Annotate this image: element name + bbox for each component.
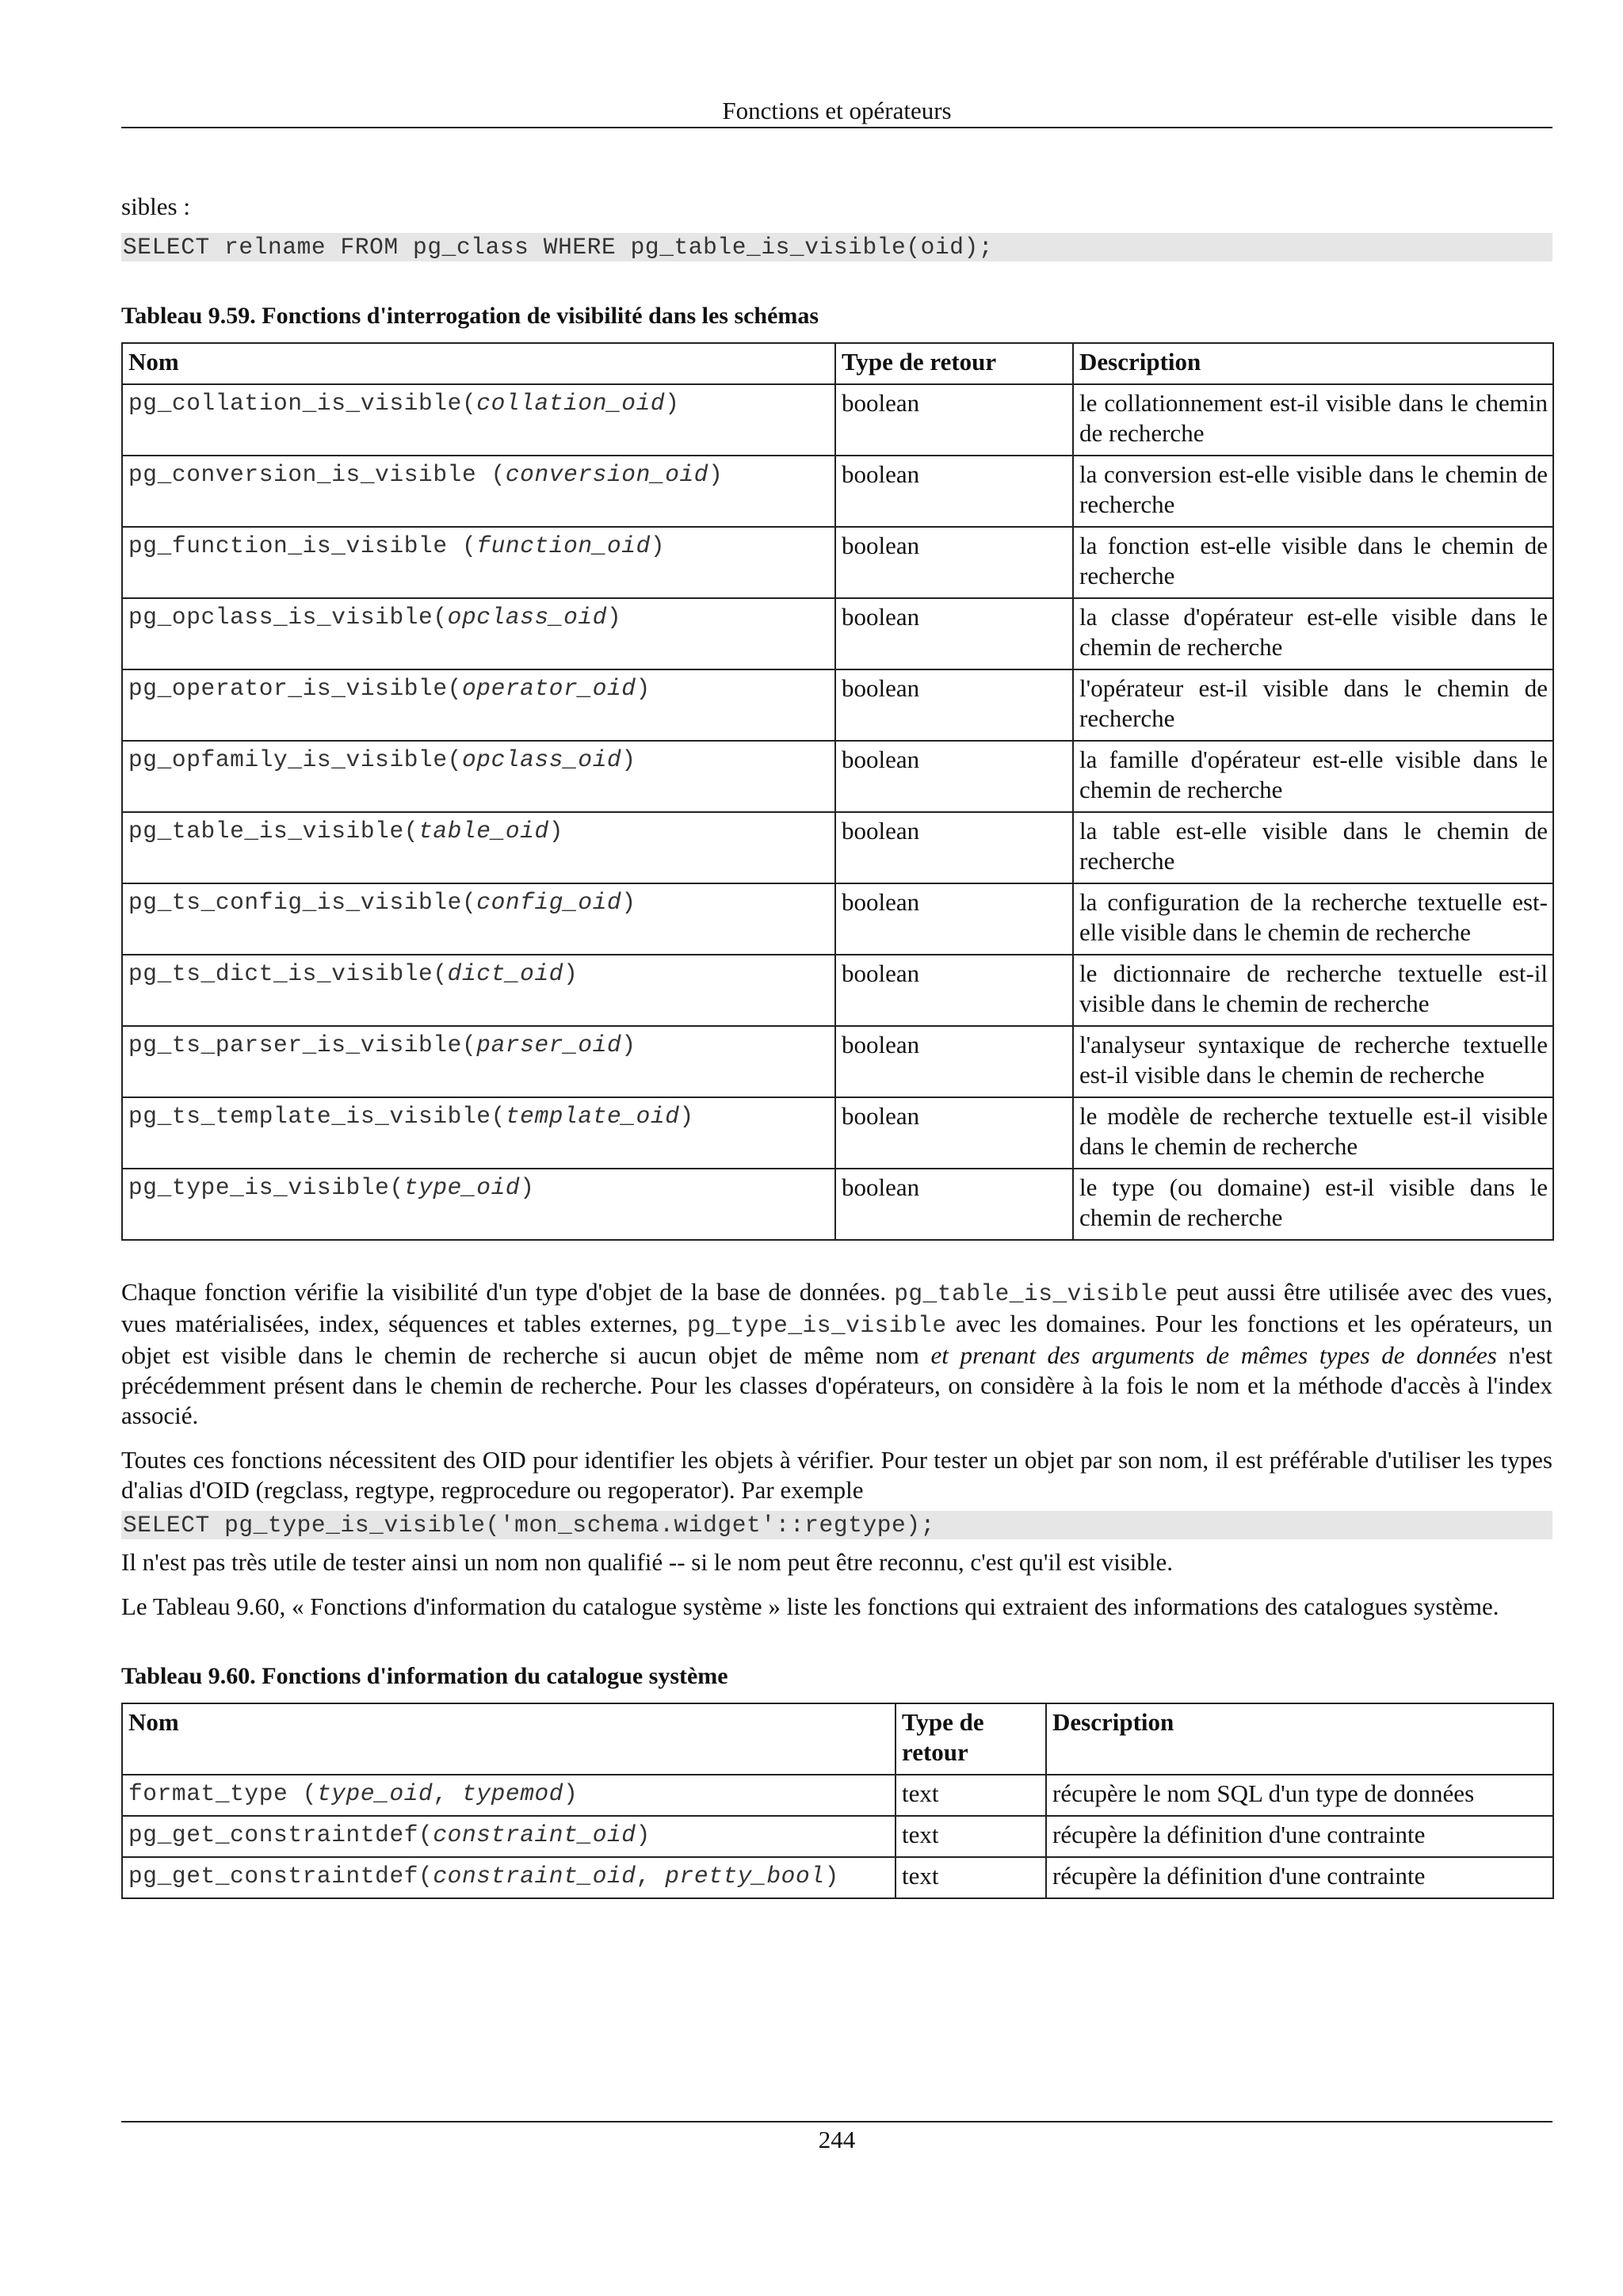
table-row	[122, 1816, 1553, 1857]
description-cell: le dictionnaire de recherche textuelle est-il visible dans le chemin de recherche	[1073, 955, 1553, 1026]
function-name: pg_get_constraintdef(	[128, 1821, 433, 1848]
return-type-cell: boolean	[835, 1097, 1073, 1169]
function-name: format_type (	[128, 1780, 317, 1807]
function-signature-cell	[122, 527, 835, 598]
function-name: pg_collation_is_visible(	[128, 390, 477, 417]
argument-name: collation_oid	[476, 390, 666, 417]
description-cell: récupère le nom SQL d'un type de données	[1046, 1775, 1553, 1816]
table-row	[122, 598, 1553, 669]
description-cell: la fonction est-elle visible dans le chemin de recherche	[1073, 527, 1553, 598]
argument-name: config_oid	[476, 889, 622, 916]
column-header-description: Description	[1073, 343, 1553, 384]
function-signature-cell	[122, 1097, 835, 1169]
function-signature-cell	[122, 598, 835, 669]
function-signature-cell	[122, 1857, 896, 1898]
function-name: pg_table_is_visible(	[128, 818, 419, 845]
table-header-row	[122, 1703, 1553, 1775]
return-type-cell: boolean	[835, 883, 1073, 955]
column-header-name: Nom	[122, 1703, 896, 1775]
function-name: pg_opfamily_is_visible(	[128, 746, 462, 773]
function-name: pg_opclass_is_visible(	[128, 604, 448, 631]
description-cell: l'analyseur syntaxique de recherche textuelle est-il visible dans le chemin de recherche	[1073, 1026, 1553, 1097]
table-row	[122, 456, 1553, 527]
function-signature-cell	[122, 955, 835, 1026]
argument-name: operator_oid	[461, 675, 636, 702]
closing-paren: )	[621, 1032, 636, 1058]
function-name: pg_operator_is_visible(	[128, 675, 462, 702]
running-header: Fonctions et opérateurs	[722, 97, 952, 124]
page-body	[121, 192, 1552, 1899]
return-type-cell: boolean	[835, 527, 1073, 598]
table-row	[122, 669, 1553, 741]
argument-name: constraint_oid	[433, 1863, 636, 1890]
return-type-cell: boolean	[835, 1169, 1073, 1240]
argument-name: opclass_oid	[461, 746, 622, 773]
column-header-name: Nom	[122, 343, 835, 384]
function-name: pg_get_constraintdef(	[128, 1863, 433, 1890]
table-row	[122, 384, 1553, 456]
table-row	[122, 955, 1553, 1026]
text-span: avec les domaines. Pour les fonctions et les opérateurs, un objet est visible dans le chemin de recherche si aucun objet de même nom	[121, 1310, 1552, 1369]
table1-caption: Tableau 9.59. Fonctions d'interrogation de visibilité dans les schémas	[121, 303, 819, 329]
paragraph-visibility	[121, 1277, 1552, 1431]
description-cell: la famille d'opérateur est-elle visible dans le chemin de recherche	[1073, 741, 1553, 812]
header-rule	[121, 127, 1552, 128]
argument-separator: ,	[636, 1863, 666, 1890]
closing-paren: )	[708, 461, 724, 488]
argument-separator: ,	[433, 1780, 462, 1807]
description-cell: la conversion est-elle visible dans le chemin de recherche	[1073, 456, 1553, 527]
argument-name: template_oid	[505, 1103, 680, 1130]
text-span: Chaque fonction vérifie la visibilité d'un type d'objet de la base de données.	[121, 1278, 895, 1306]
function-signature-cell	[122, 456, 835, 527]
visibility-functions-table	[121, 342, 1554, 1241]
function-signature-cell	[122, 1775, 896, 1816]
function-name: pg_ts_parser_is_visible(	[128, 1032, 477, 1058]
paragraph-unqualified: Il n'est pas très utile de tester ainsi un nom non qualifié -- si le nom peut être reconnu, c'est qu'il est visible.	[121, 1548, 1174, 1576]
inline-code: pg_table_is_visible	[894, 1280, 1169, 1307]
function-signature-cell	[122, 1169, 835, 1240]
closing-paren: )	[665, 390, 680, 417]
return-type-cell: text	[896, 1857, 1046, 1898]
closing-paren: )	[563, 960, 579, 987]
argument-name: opclass_oid	[447, 604, 608, 631]
return-type-cell: boolean	[835, 812, 1073, 883]
description-cell: la classe d'opérateur est-elle visible dans le chemin de recherche	[1073, 598, 1553, 669]
function-signature-cell	[122, 883, 835, 955]
emphasis-text: et prenant des arguments de mêmes types de données	[930, 1341, 1497, 1369]
return-type-cell: boolean	[835, 384, 1073, 456]
closing-paren: )	[607, 604, 622, 631]
table-row	[122, 1169, 1553, 1240]
closing-paren: )	[824, 1863, 839, 1890]
return-type-cell: boolean	[835, 955, 1073, 1026]
table-row	[122, 1857, 1553, 1898]
return-type-cell: text	[896, 1816, 1046, 1857]
closing-paren: )	[650, 532, 666, 559]
code-example-1: SELECT relname FROM pg_class WHERE pg_table_is_visible(oid);	[121, 233, 1552, 261]
table-row	[122, 883, 1553, 955]
description-cell: récupère la définition d'une contrainte	[1046, 1816, 1553, 1857]
table-row	[122, 812, 1553, 883]
argument-name: constraint_oid	[433, 1821, 636, 1848]
description-cell: la table est-elle visible dans le chemin de recherche	[1073, 812, 1553, 883]
paragraph-table-reference: Le Tableau 9.60, « Fonctions d'information du catalogue système » liste les fonctions qui extraient des informations des catalogues système.	[121, 1592, 1499, 1620]
argument-name: parser_oid	[476, 1032, 622, 1058]
function-signature-cell	[122, 812, 835, 883]
table-row	[122, 741, 1553, 812]
catalog-functions-table	[121, 1703, 1554, 1899]
argument-name: function_oid	[476, 532, 651, 559]
closing-paren: )	[636, 675, 651, 702]
function-name: pg_function_is_visible (	[128, 532, 477, 559]
description-cell: le type (ou domaine) est-il visible dans le chemin de recherche	[1073, 1169, 1553, 1240]
table-row	[122, 527, 1553, 598]
return-type-cell: boolean	[835, 598, 1073, 669]
table2-body	[122, 1775, 1553, 1898]
description-cell: l'opérateur est-il visible dans le chemin de recherche	[1073, 669, 1553, 741]
argument-name: table_oid	[418, 818, 549, 845]
argument-name: type_oid	[316, 1780, 433, 1807]
function-name: pg_ts_dict_is_visible(	[128, 960, 448, 987]
text-span: n'est précédemment présent dans le chemin de recherche. Pour les classes d'opérateurs, on considère à la fois le nom et la méthode d'accès à l'index associé.	[121, 1341, 1552, 1429]
table2-caption: Tableau 9.60. Fonctions d'information du catalogue système	[121, 1663, 728, 1689]
footer-rule	[121, 2121, 1552, 2122]
argument-name: pretty_bool	[665, 1863, 825, 1890]
function-signature-cell	[122, 669, 835, 741]
closing-paren: )	[636, 1821, 651, 1848]
page-number: 244	[818, 2126, 856, 2153]
code-example-2: SELECT pg_type_is_visible('mon_schema.widget'::regtype);	[121, 1511, 1552, 1539]
return-type-cell: boolean	[835, 741, 1073, 812]
description-cell: le modèle de recherche textuelle est-il visible dans le chemin de recherche	[1073, 1097, 1553, 1169]
function-signature-cell	[122, 1816, 896, 1857]
table1-body	[122, 384, 1553, 1240]
description-cell: la configuration de la recherche textuelle est-elle visible dans le chemin de recherche	[1073, 883, 1553, 955]
closing-paren: )	[621, 746, 636, 773]
return-type-cell: boolean	[835, 669, 1073, 741]
function-name: pg_ts_template_is_visible(	[128, 1103, 506, 1130]
function-signature-cell	[122, 384, 835, 456]
column-header-type: Type de retour	[835, 343, 1073, 384]
function-name: pg_type_is_visible(	[128, 1174, 404, 1201]
closing-paren: )	[621, 889, 636, 916]
intro-text: sibles :	[121, 193, 190, 220]
closing-paren: )	[548, 818, 564, 845]
column-header-type: Type de retour	[896, 1703, 1046, 1775]
argument-name: type_oid	[403, 1174, 521, 1201]
text-span: peut aussi être utilisée avec des vues, vues matérialisées, index, séquences et tables externes,	[121, 1278, 1552, 1337]
return-type-cell: boolean	[835, 456, 1073, 527]
paragraph-oid-types: Toutes ces fonctions nécessitent des OID pour identifier les objets à vérifier. Pour tester un objet par son nom, il est préférable d'utiliser les types d'alias d'OID (regclass, regtype, regprocedure ou regoperator). Par exemple	[121, 1446, 1552, 1504]
column-header-description: Description	[1046, 1703, 1553, 1775]
argument-name: conversion_oid	[505, 461, 709, 488]
inline-code: pg_type_is_visible	[686, 1312, 947, 1339]
closing-paren: )	[679, 1103, 694, 1130]
table-row	[122, 1026, 1553, 1097]
function-signature-cell	[122, 741, 835, 812]
function-name: pg_conversion_is_visible (	[128, 461, 506, 488]
return-type-cell: text	[896, 1775, 1046, 1816]
closing-paren: )	[520, 1174, 535, 1201]
argument-name: typemod	[461, 1780, 564, 1807]
description-cell: le collationnement est-il visible dans le chemin de recherche	[1073, 384, 1553, 456]
table-header-row	[122, 343, 1553, 384]
description-cell: récupère la définition d'une contrainte	[1046, 1857, 1553, 1898]
table-row	[122, 1775, 1553, 1816]
closing-paren: )	[563, 1780, 579, 1807]
table-row	[122, 1097, 1553, 1169]
function-signature-cell	[122, 1026, 835, 1097]
argument-name: dict_oid	[447, 960, 564, 987]
function-name: pg_ts_config_is_visible(	[128, 889, 477, 916]
return-type-cell: boolean	[835, 1026, 1073, 1097]
